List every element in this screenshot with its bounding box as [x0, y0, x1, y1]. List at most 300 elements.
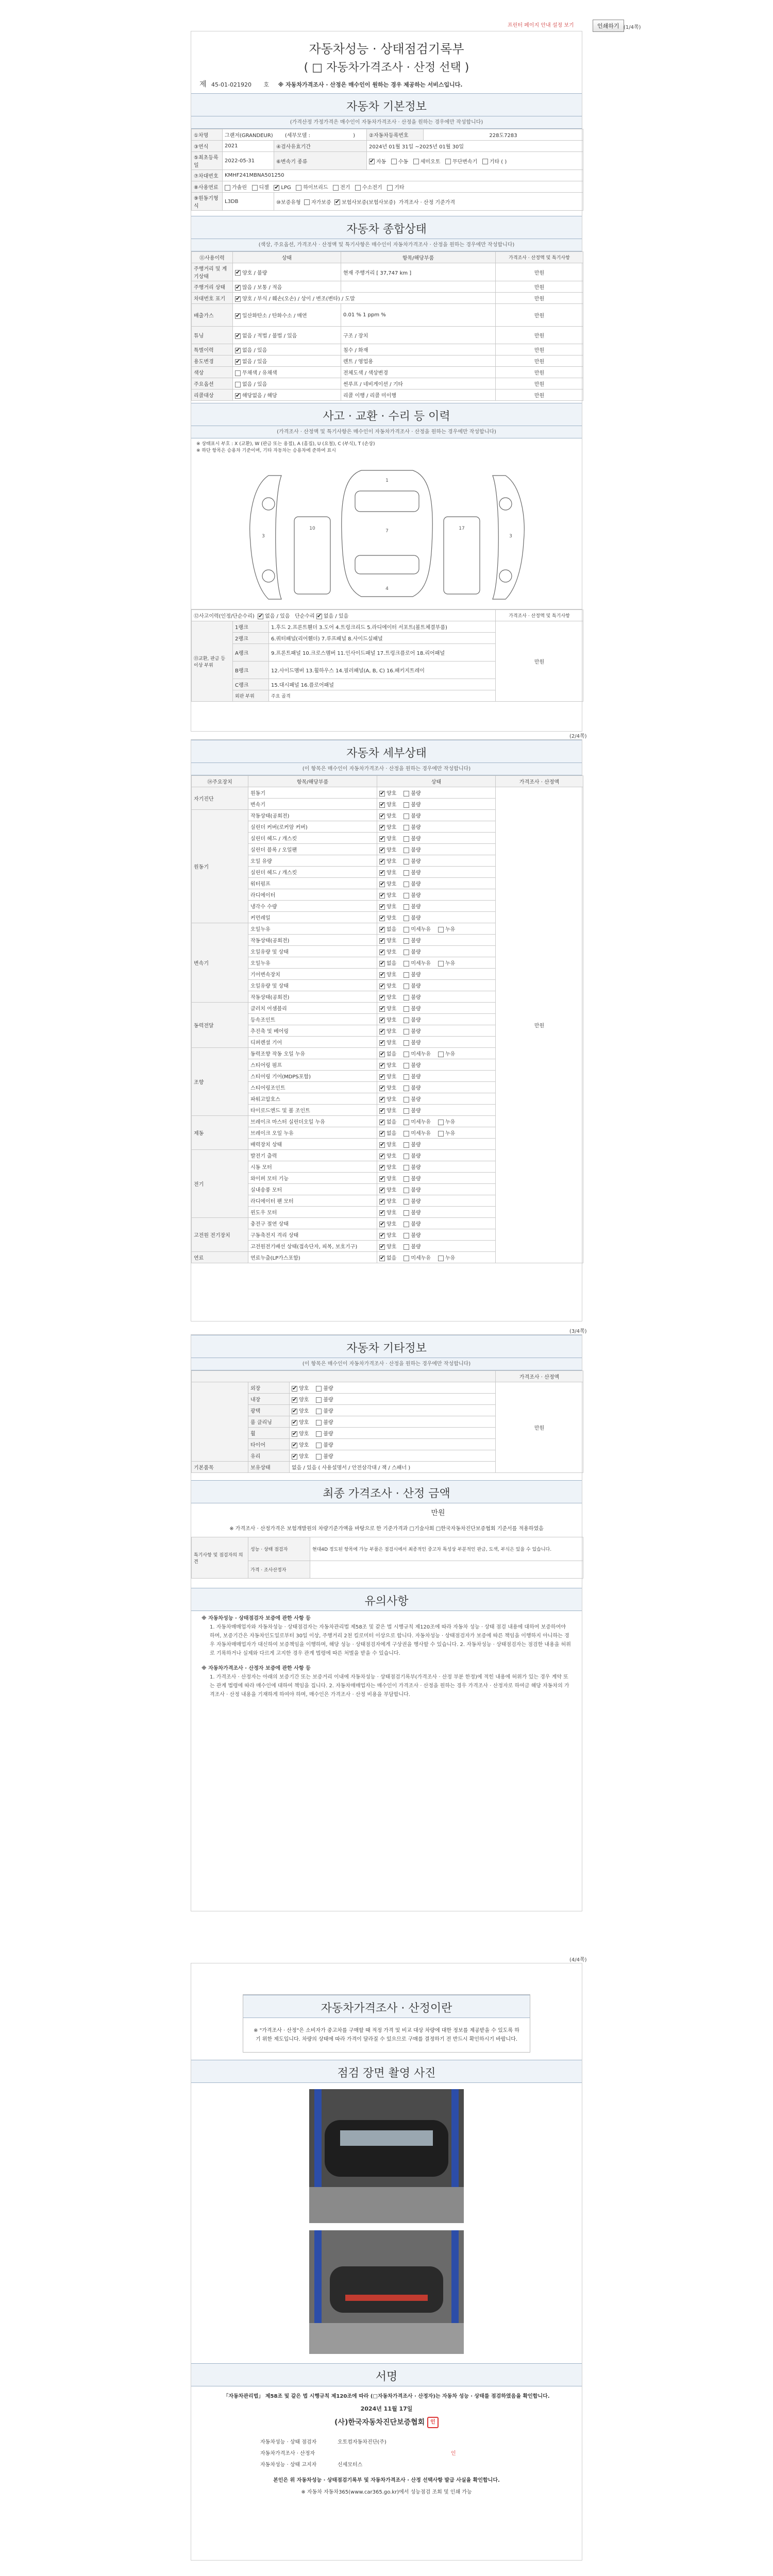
state-label: 불량	[323, 1420, 333, 1426]
other-state	[290, 1450, 496, 1462]
state-label: 양호	[386, 1176, 397, 1182]
state-checkbox[interactable]	[404, 859, 409, 865]
state-label: 불량	[411, 1097, 421, 1103]
detail-group-name: 연료	[192, 1252, 248, 1263]
trans-manual-checkbox[interactable]	[391, 159, 397, 164]
accident-legend	[191, 438, 582, 455]
detail-item: 동력조향 작동 오일 누유	[248, 1048, 377, 1059]
detail-state	[377, 912, 496, 923]
detail-state	[377, 935, 496, 946]
state-checkbox[interactable]	[379, 1018, 385, 1023]
state-checkbox[interactable]	[404, 1199, 409, 1205]
state-checkbox[interactable]	[379, 1244, 385, 1250]
accident-table	[191, 609, 583, 702]
state-label: 미세누유	[411, 1131, 431, 1137]
state-checkbox[interactable]	[379, 882, 385, 887]
state-checkbox[interactable]	[379, 938, 385, 944]
state-checkbox[interactable]	[404, 1256, 409, 1261]
row-detail: 전체도색 / 색상변경	[341, 367, 496, 378]
detail-item: 실린더 헤드 / 개스킷	[248, 833, 377, 844]
rank1: 1랭크	[233, 621, 269, 633]
car-rear-window	[355, 555, 419, 574]
state-checkbox[interactable]	[379, 916, 385, 921]
state-checkbox[interactable]	[379, 870, 385, 876]
trans-semi-checkbox[interactable]	[413, 159, 419, 164]
detail-item: 브레이크 오일 누유	[248, 1127, 377, 1139]
state-checkbox[interactable]	[292, 1454, 297, 1460]
state-checkbox[interactable]	[379, 1188, 385, 1193]
state-label: 양호	[386, 1086, 397, 1091]
state-checkbox[interactable]	[404, 1108, 409, 1114]
rankB-items: 12.사이드멤버 13.휠하우스 14.필러패널(A, B, C) 16.패키지트레이	[269, 662, 496, 679]
state-checkbox[interactable]	[235, 382, 241, 387]
row-detail: 썬루프 / 네비게이션 / 기타	[341, 378, 496, 389]
fuel-hydrogen-label: 수소전기	[362, 185, 382, 191]
overall-row	[192, 293, 583, 304]
state-checkbox[interactable]	[379, 1131, 385, 1137]
fuel-other-checkbox[interactable]	[387, 185, 393, 191]
state-checkbox[interactable]	[404, 972, 409, 978]
state-checkbox[interactable]	[379, 927, 385, 933]
state-checkbox[interactable]	[292, 1397, 297, 1403]
state-checkbox[interactable]	[379, 1006, 385, 1012]
fuel-diesel-checkbox[interactable]	[252, 185, 258, 191]
state-checkbox[interactable]	[404, 904, 409, 910]
other-price-unit: 만원	[496, 1382, 583, 1473]
state-checkbox[interactable]	[379, 1233, 385, 1239]
other-header-row	[192, 1371, 583, 1382]
state-checkbox[interactable]	[438, 1256, 444, 1261]
state-checkbox[interactable]	[379, 1165, 385, 1171]
sign-company-row	[191, 2417, 582, 2428]
state-checkbox[interactable]	[379, 904, 385, 910]
state-label: 양호	[386, 836, 397, 842]
state-checkbox[interactable]	[379, 961, 385, 967]
state-checkbox[interactable]	[379, 1040, 385, 1046]
state-label: 불량	[411, 1029, 421, 1035]
state-label: 불량	[323, 1386, 333, 1392]
row-state: 많음 / 보통 / 적음	[242, 285, 282, 291]
row-label: 용도변경	[192, 355, 233, 367]
state-checkbox[interactable]	[379, 1063, 385, 1069]
state-checkbox[interactable]	[316, 1454, 322, 1460]
state-checkbox[interactable]	[316, 1386, 322, 1392]
detail-item: 오일누유	[248, 923, 377, 935]
detail-col-price: 가격조사 · 산정액	[496, 776, 583, 787]
caution-block2	[191, 1661, 582, 1702]
overall-row	[192, 367, 583, 378]
fuel-electric-checkbox[interactable]	[333, 185, 339, 191]
other-item: 내장	[248, 1394, 290, 1405]
state-checkbox[interactable]	[404, 1142, 409, 1148]
fuel-lpg-checkbox[interactable]	[274, 185, 279, 191]
detail-state	[377, 1184, 496, 1195]
row-detail: 침수 / 화재	[341, 344, 496, 355]
detail-model-value: )	[353, 133, 356, 139]
state-checkbox[interactable]	[379, 1210, 385, 1216]
state-label: 없음	[386, 961, 397, 967]
svg-text:7: 7	[385, 529, 389, 534]
state-label: 불량	[323, 1431, 333, 1437]
state-label: 불량	[323, 1397, 333, 1403]
other-item: 휠	[248, 1428, 290, 1439]
state-checkbox[interactable]	[379, 1086, 385, 1091]
state-label: 양호	[386, 882, 397, 887]
state-label: 양호	[299, 1397, 309, 1403]
row-state: 해당없음 / 해당	[242, 393, 277, 399]
detail-state	[377, 969, 496, 980]
svg-text:10: 10	[309, 526, 315, 531]
overall-row	[192, 327, 583, 344]
rankA: A랭크	[233, 644, 269, 662]
state-checkbox[interactable]	[379, 995, 385, 1001]
state-label: 미세누유	[411, 1256, 431, 1261]
state-checkbox[interactable]	[316, 1420, 322, 1426]
state-label: 양호	[386, 916, 397, 921]
row-unit: 만원	[496, 378, 583, 389]
state-checkbox[interactable]	[404, 1176, 409, 1182]
state-checkbox[interactable]	[404, 1018, 409, 1023]
special-sub2: 가격 · 조사산정자	[248, 1561, 310, 1579]
legend-line2: ※ 하단 항목은 승용차 기준이며, 기타 자동차는 승용차에 준하여 표시	[196, 448, 336, 453]
row-detail	[341, 281, 496, 293]
detail-item: 연료누출(LP가스포함)	[248, 1252, 377, 1263]
trans-auto-label: 자동	[376, 159, 386, 165]
state-checkbox[interactable]	[404, 1165, 409, 1171]
state-checkbox[interactable]	[292, 1443, 297, 1448]
state-checkbox[interactable]	[379, 1222, 385, 1227]
state-checkbox[interactable]	[404, 984, 409, 989]
trans-cvt-checkbox[interactable]	[445, 159, 451, 164]
state-checkbox[interactable]	[379, 950, 385, 955]
detail-item: 실내송풍 모터	[248, 1184, 377, 1195]
state-checkbox[interactable]	[404, 1029, 409, 1035]
state-checkbox[interactable]	[404, 1120, 409, 1125]
state-checkbox[interactable]	[438, 1052, 444, 1057]
simple-repair-answer: 없음 / 있음	[323, 614, 349, 619]
state-checkbox[interactable]	[404, 893, 409, 899]
svg-text:3: 3	[262, 534, 265, 539]
rankC: C랭크	[233, 679, 269, 690]
special-table	[191, 1537, 583, 1579]
state-checkbox[interactable]	[404, 1210, 409, 1216]
detail-item: 오일유량 및 상태	[248, 980, 377, 991]
state-checkbox[interactable]	[235, 393, 241, 399]
state-checkbox[interactable]	[292, 1431, 297, 1437]
detail-item: 고전원전기배선 상태(접속단자, 피복, 보호기구)	[248, 1241, 377, 1252]
row-detail: 구조 / 장치	[341, 327, 496, 344]
state-checkbox[interactable]	[316, 1443, 322, 1448]
rank1-items: 1.후드 2.프론트휀더 3.도어 4.트렁크리드 5.라디에이터 서포트(볼트체결부품)	[269, 621, 496, 633]
state-label: 양호	[386, 825, 397, 831]
reg-no: 228도7283	[424, 129, 583, 141]
detail-state	[377, 1195, 496, 1207]
trans-cvt-label: 무단변속기	[452, 159, 478, 165]
state-checkbox[interactable]	[292, 1386, 297, 1392]
state-checkbox[interactable]	[404, 938, 409, 944]
other-state	[290, 1394, 496, 1405]
insurer-warranty-checkbox[interactable]	[334, 199, 340, 205]
state-label: 불량	[411, 1040, 421, 1046]
state-checkbox[interactable]	[404, 802, 409, 808]
state-checkbox[interactable]	[379, 1052, 385, 1057]
detail-state	[377, 1071, 496, 1082]
state-checkbox[interactable]	[404, 1222, 409, 1227]
detail-state	[377, 1127, 496, 1139]
state-checkbox[interactable]	[438, 927, 444, 933]
doc-number-row	[191, 75, 582, 93]
state-checkbox[interactable]	[379, 1108, 385, 1114]
final-title: 최종 가격조사 · 산정 금액	[191, 1480, 582, 1503]
state-checkbox[interactable]	[404, 1131, 409, 1137]
parts-label: ⑬교환, 판금 등 이상 부위	[192, 621, 233, 702]
state-label: 불량	[411, 938, 421, 944]
caution-block2-title: ※ 자동차가격조사 · 산정자 보증에 관한 사항 등	[201, 1666, 311, 1671]
year: 2021	[223, 141, 274, 152]
state-label: 불량	[411, 916, 421, 921]
state-checkbox[interactable]	[379, 1154, 385, 1159]
state-checkbox[interactable]	[404, 1233, 409, 1239]
state-checkbox[interactable]	[235, 313, 241, 319]
state-checkbox[interactable]	[379, 1142, 385, 1148]
state-label: 불량	[411, 984, 421, 989]
caution-block1	[191, 1611, 582, 1661]
state-label: 양호	[386, 938, 397, 944]
detail-item: 와이퍼 모터 기능	[248, 1173, 377, 1184]
trans-auto-checkbox[interactable]	[369, 159, 375, 164]
state-checkbox[interactable]	[292, 1420, 297, 1426]
state-checkbox[interactable]	[404, 870, 409, 876]
state-checkbox[interactable]	[404, 927, 409, 933]
detail-state	[377, 991, 496, 1003]
state-checkbox[interactable]	[379, 859, 385, 865]
legend-line1: ※ 상태표시 부호 : X (교환), W (판금 또는 용접), A (흠집), U (요철), C (부식), T (손상)	[196, 442, 375, 447]
state-checkbox[interactable]	[379, 848, 385, 853]
fuel-hybrid-checkbox[interactable]	[296, 185, 301, 191]
state-checkbox[interactable]	[379, 1029, 385, 1035]
state-checkbox[interactable]	[404, 1052, 409, 1057]
state-checkbox[interactable]	[404, 1188, 409, 1193]
detail-item: 커먼레일	[248, 912, 377, 923]
print-button[interactable]: 인쇄하기	[593, 20, 624, 32]
state-label: 양호	[299, 1454, 309, 1460]
other-state	[290, 1416, 496, 1428]
state-checkbox[interactable]	[379, 1120, 385, 1125]
rankC-items: 15.대시패널 16.플로어패널	[269, 679, 496, 690]
detail-item: 오일유량 및 상태	[248, 946, 377, 957]
state-checkbox[interactable]	[316, 1397, 322, 1403]
detail-state	[377, 957, 496, 969]
state-checkbox[interactable]	[379, 802, 385, 808]
state-checkbox[interactable]	[379, 791, 385, 796]
motor: L3DB	[223, 193, 274, 211]
state-label: 양호	[386, 1222, 397, 1227]
detail-item: 작동상태(공회전)	[248, 991, 377, 1003]
state-checkbox[interactable]	[379, 984, 385, 989]
basic-info-note: (가격산정 가정가격은 매수인이 자동차가격조사 · 산정을 원하는 경우에만 작성합니다)	[191, 116, 582, 129]
state-checkbox[interactable]	[379, 825, 385, 831]
motor-label: ⑨원동기형식	[192, 193, 223, 211]
state-checkbox[interactable]	[292, 1409, 297, 1414]
state-checkbox[interactable]	[404, 1006, 409, 1012]
year-label: ③연식	[192, 141, 223, 152]
state-label: 불량	[411, 1018, 421, 1023]
row-unit: 만원	[496, 304, 583, 327]
state-label: 누유	[445, 1052, 456, 1057]
state-checkbox[interactable]	[379, 893, 385, 899]
fuel-hydrogen-checkbox[interactable]	[355, 185, 361, 191]
overall-row	[192, 344, 583, 355]
detail-state	[377, 1014, 496, 1025]
other-title: 자동차 기타정보	[191, 1335, 582, 1358]
other-group	[192, 1382, 248, 1462]
state-checkbox[interactable]	[404, 836, 409, 842]
accident-note: (가격조사 · 산정액 및 특기사항은 매수인이 자동차가격조사 · 산정을 원하는 경우에만 작성합니다)	[191, 426, 582, 438]
basic-info-title: 자동차 기본정보	[191, 93, 582, 116]
state-label: 양호	[299, 1420, 309, 1426]
state-checkbox[interactable]	[438, 961, 444, 967]
guide-box	[243, 1994, 530, 2053]
accident-none-checkbox[interactable]	[258, 614, 263, 619]
state-checkbox[interactable]	[379, 1176, 385, 1182]
state-checkbox[interactable]	[404, 791, 409, 796]
dealer-label: 자동차성능 · 상태 고지자	[260, 2462, 317, 2468]
detail-item: 충전구 절연 상태	[248, 1218, 377, 1229]
state-checkbox[interactable]	[379, 972, 385, 978]
state-checkbox[interactable]	[404, 848, 409, 853]
row-unit: 만원	[496, 344, 583, 355]
state-checkbox[interactable]	[379, 814, 385, 819]
state-checkbox[interactable]	[379, 1074, 385, 1080]
row-unit: 만원	[496, 263, 583, 281]
state-checkbox[interactable]	[235, 270, 241, 276]
detail-state	[377, 1161, 496, 1173]
state-checkbox[interactable]	[379, 1256, 385, 1261]
state-checkbox[interactable]	[316, 1409, 322, 1414]
other-row	[192, 1382, 583, 1394]
sign-footer-note: 본인은 위 자동차성능 · 상태점검기록부 및 자동차가격조사 · 산정 선택사항 발급 사실을 확인합니다.	[273, 2478, 500, 2483]
basic-items-options: 없음 / 있음 ( 사용설명서 / 안전삼각대 / 잭 / 스패너 )	[290, 1462, 496, 1473]
state-checkbox[interactable]	[404, 1097, 409, 1103]
state-checkbox[interactable]	[379, 1097, 385, 1103]
state-label: 양호	[386, 791, 397, 796]
simple-none-checkbox[interactable]	[316, 614, 322, 619]
state-checkbox[interactable]	[404, 1244, 409, 1250]
state-checkbox[interactable]	[438, 1120, 444, 1125]
state-checkbox[interactable]	[235, 359, 241, 365]
caution-block1-title: ※ 자동차성능 · 상태점검자 보증에 관한 사항 등	[201, 1616, 311, 1621]
detail-state	[377, 1173, 496, 1184]
detail-state	[377, 787, 496, 799]
sign-statement: 「자동차관리법」 제58조 및 같은 법 시행규칙 제120조에 따라 (□자동차가격조사 · 산정자)는 자동차 성능 · 상태를 점검하였음을 확인합니다.	[223, 2394, 550, 2399]
other-item: 유리	[248, 1450, 290, 1462]
state-checkbox[interactable]	[404, 950, 409, 955]
state-label: 불량	[411, 814, 421, 819]
state-label: 양호	[386, 814, 397, 819]
detail-group-name: 변속기	[192, 923, 248, 1003]
vin-label: ⑦차대번호	[192, 170, 223, 181]
sign-title: 서명	[191, 2363, 582, 2386]
svg-text:1: 1	[385, 478, 389, 483]
row-unit: 만원	[496, 293, 583, 304]
state-checkbox[interactable]	[404, 882, 409, 887]
other-table	[191, 1370, 583, 1473]
state-checkbox[interactable]	[404, 916, 409, 921]
row-state: 무채색 / 유채색	[242, 370, 277, 376]
other-item: 외장	[248, 1382, 290, 1394]
state-label: 불량	[411, 1210, 421, 1216]
detail-item: 브레이크 마스터 실린더오일 누유	[248, 1116, 377, 1127]
state-checkbox[interactable]	[404, 1086, 409, 1091]
doc-title-line1: 자동차성능 · 상태점검기록부	[309, 42, 464, 56]
row-state: 양호 / 불량	[242, 270, 267, 276]
state-checkbox[interactable]	[438, 1131, 444, 1137]
state-label: 미세누유	[411, 1052, 431, 1057]
state-label: 미세누유	[411, 927, 431, 933]
detail-state	[377, 889, 496, 901]
detail-item: 등속조인트	[248, 1014, 377, 1025]
notice-link[interactable]: 프린터 페이지 안내 설정 보기	[508, 23, 574, 28]
state-checkbox[interactable]	[404, 995, 409, 1001]
state-label: 양호	[386, 904, 397, 910]
state-label: 양호	[386, 1199, 397, 1205]
state-checkbox[interactable]	[379, 1199, 385, 1205]
state-checkbox[interactable]	[404, 814, 409, 819]
special-sub1: 성능 · 상태 점검자	[248, 1537, 310, 1561]
state-label: 불량	[411, 1154, 421, 1159]
state-checkbox[interactable]	[404, 1154, 409, 1159]
detail-state	[377, 844, 496, 855]
other-item: 룸 클리닝	[248, 1416, 290, 1428]
page-number-4: (4/4쪽)	[569, 1957, 587, 1963]
rankA-items: 9.프론트패널 10.크로스멤버 11.인사이드패널 17.트렁크플로어 18.리어패널	[269, 644, 496, 662]
state-checkbox[interactable]	[404, 1040, 409, 1046]
sign-link-note[interactable]: ※ 자동차 자동차365(www.car365.go.kr)에서 성능점검 조회 및 인쇄 가능	[301, 2489, 472, 2495]
detail-group-name: 전기	[192, 1150, 248, 1218]
detail-state	[377, 1093, 496, 1105]
car-windshield	[355, 491, 419, 512]
detail-item: 원동기	[248, 787, 377, 799]
price-basis-label: 가격조사 · 산정 기준가격	[398, 199, 456, 206]
fuel-diesel-label: 디젤	[259, 185, 269, 191]
detail-item: 스티어링 기어(MDPS포함)	[248, 1071, 377, 1082]
simple-repair-label: 단순수리	[295, 614, 315, 619]
detail-state	[377, 901, 496, 912]
state-checkbox[interactable]	[404, 961, 409, 967]
state-checkbox[interactable]	[404, 825, 409, 831]
state-checkbox[interactable]	[235, 333, 241, 339]
row-label: 특별이력	[192, 344, 233, 355]
state-checkbox[interactable]	[235, 370, 241, 376]
state-checkbox[interactable]	[316, 1431, 322, 1437]
detail-state	[377, 923, 496, 935]
state-checkbox[interactable]	[379, 836, 385, 842]
doc-no-note: ※ 자동차가격조사 · 산정은 매수인이 원하는 경우 제공하는 서비스입니다.	[278, 81, 463, 88]
state-label: 불량	[411, 848, 421, 853]
state-checkbox[interactable]	[404, 1074, 409, 1080]
trans-other-checkbox[interactable]	[482, 159, 488, 164]
state-label: 불량	[411, 1086, 421, 1091]
detail-item: 오일 유량	[248, 855, 377, 867]
trans-semi-label: 세미오토	[420, 159, 441, 165]
state-checkbox[interactable]	[235, 285, 241, 291]
state-checkbox[interactable]	[404, 1063, 409, 1069]
state-checkbox[interactable]	[235, 348, 241, 353]
self-warranty-checkbox[interactable]	[304, 199, 310, 205]
fuel-gasoline-checkbox[interactable]	[225, 185, 230, 191]
sign-table	[258, 2435, 475, 2469]
state-checkbox[interactable]	[235, 296, 241, 302]
